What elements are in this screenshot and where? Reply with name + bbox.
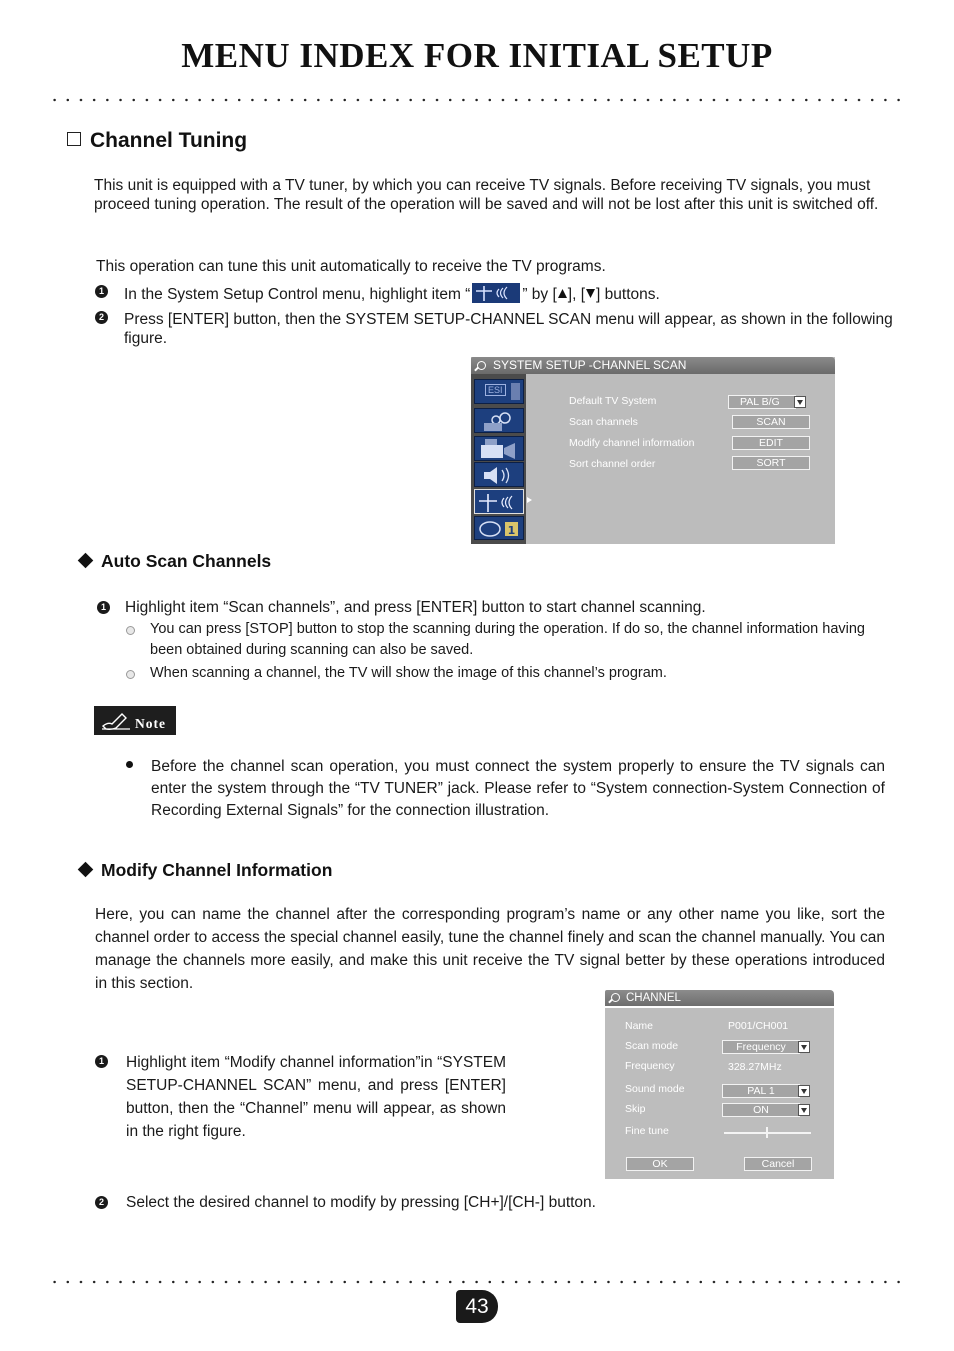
checkbox-square-icon <box>67 132 81 146</box>
note-label: Note <box>135 716 166 731</box>
channel-screen <box>605 990 834 1179</box>
name-value: P001/CH001 <box>728 1020 789 1032</box>
step-1-text: In the System Setup Control menu, highlight item “ ” by [ ], [ ] buttons. <box>124 283 824 305</box>
auto-scan-sub1: You can press [STOP] button to stop the scanning during the operation. If do so, the channel information having been obtained during scanning can also be saved. <box>150 621 865 658</box>
modify-intro: Here, you can name the channel after the corresponding program’s name or any other name you like, sort the channel order to access the special channel easily, tune the channel finely and scan the channel manually. You can manage the channels more easily, and make this unit receive the TV signal better by these operations introduced in this section. <box>95 906 885 992</box>
section-title: Channel Tuning <box>90 129 248 152</box>
channel-scan-titlebar: SYSTEM SETUP -CHANNEL SCAN <box>471 357 835 374</box>
badge-number: 1 <box>507 524 516 537</box>
row-label-sort-channel-order: Sort channel order <box>569 458 656 470</box>
note-badge <box>94 706 176 735</box>
name-label: Name <box>625 1020 654 1032</box>
scan-button[interactable]: SCAN <box>732 415 810 429</box>
chevron-down-icon[interactable] <box>798 1041 810 1053</box>
modify-heading: Modify Channel Information <box>76 860 332 881</box>
default-tv-system-select[interactable]: PAL B/G <box>728 395 796 409</box>
sound-mode-select[interactable]: PAL 1 <box>722 1084 800 1098</box>
section-heading <box>67 129 247 153</box>
chevron-down-icon[interactable] <box>798 1104 810 1116</box>
scan-mode-label: Scan mode <box>625 1040 679 1052</box>
auto-intro: This operation can tune this unit automatically to receive the TV programs. <box>96 258 606 275</box>
note-bullet-icon <box>126 761 133 768</box>
page-number: 43 <box>456 1290 498 1323</box>
sidebar-parental-icon[interactable] <box>474 516 524 540</box>
frequency-label: Frequency <box>625 1060 675 1072</box>
step-number-2-icon: 2 <box>95 311 108 324</box>
magnifier-icon <box>611 993 620 1002</box>
diamond-bullet-icon <box>78 553 94 569</box>
channel-scan-screen <box>471 357 835 544</box>
skip-label: Skip <box>625 1103 646 1115</box>
ok-button[interactable]: OK <box>626 1157 694 1171</box>
step-number-1-icon: 1 <box>95 285 108 298</box>
row-label-modify-channel-info: Modify channel information <box>569 437 695 449</box>
note-text: Before the channel scan operation, you must connect the system properly to ensure the TV signals can enter the system through the “TV TUNER” jack. Please refer to “System connection-System Connection of Recording External Signals” for the connection illustration. <box>151 758 885 819</box>
row-label-default-tv-system: Default TV System <box>569 395 657 407</box>
writing-hand-icon <box>100 710 132 731</box>
sub-bullet-2-icon <box>126 670 135 679</box>
top-dotted-divider <box>48 98 906 102</box>
modify-step-2-number-icon: 2 <box>95 1196 108 1209</box>
row-label-scan-channels: Scan channels <box>569 416 638 428</box>
cancel-button[interactable]: Cancel <box>744 1157 812 1171</box>
sidebar-audio-icon[interactable] <box>474 462 524 487</box>
step-2-text: Press [ENTER] button, then the SYSTEM SETUP-CHANNEL SCAN menu will appear, as shown in the following figure. <box>124 311 893 347</box>
sound-mode-label: Sound mode <box>625 1083 685 1095</box>
fine-tune-label: Fine tune <box>625 1125 669 1137</box>
sidebar-video-icon[interactable] <box>474 408 524 433</box>
sidebar-channel-icon[interactable] <box>474 489 524 514</box>
auto-scan-step-number-icon: 1 <box>97 601 110 614</box>
selection-arrow-icon <box>527 497 532 503</box>
down-arrow-icon <box>585 288 596 299</box>
chevron-down-icon[interactable] <box>798 1085 810 1097</box>
auto-scan-step-text: Highlight item “Scan channels”, and press [ENTER] button to start channel scanning. <box>125 599 706 616</box>
modify-step-2-text: Select the desired channel to modify by pressing [CH+]/[CH-] button. <box>126 1194 596 1211</box>
skip-select[interactable]: ON <box>722 1103 800 1117</box>
frequency-value: 328.27MHz <box>728 1061 782 1073</box>
auto-scan-heading: Auto Scan Channels <box>76 551 271 572</box>
modify-step-1-text: Highlight item “Modify channel information”in “SYSTEM SETUP-CHANNEL SCAN” menu, and press [ENTER] button, then the “Channel” menu will appear, as shown in the right figure. <box>126 1054 506 1140</box>
intro-paragraph: This unit is equipped with a TV tuner, by which you can receive TV signals. Before receiving TV signals, you must proceed tuning operation. The result of the operation will be saved and will not be lost after this unit is switched off. <box>94 177 879 213</box>
page-title: MENU INDEX FOR INITIAL SETUP <box>181 36 773 75</box>
sort-button[interactable]: SORT <box>732 456 810 470</box>
sub-bullet-1-icon <box>126 626 135 635</box>
scan-mode-select[interactable]: Frequency <box>722 1040 800 1054</box>
fine-tune-slider-handle[interactable] <box>766 1127 768 1138</box>
modify-step-1-number-icon: 1 <box>95 1055 108 1068</box>
channel-titlebar: CHANNEL <box>605 990 834 1006</box>
auto-scan-sub2: When scanning a channel, the TV will show the image of this channel’s program. <box>150 665 667 681</box>
diamond-bullet-icon <box>78 862 94 878</box>
antenna-channel-icon <box>472 283 520 303</box>
chevron-down-icon[interactable] <box>794 396 806 408</box>
edit-button[interactable]: EDIT <box>732 436 810 450</box>
sidebar-camera-icon[interactable] <box>474 436 524 461</box>
sidebar-language-icon[interactable]: ESI <box>474 379 524 404</box>
bottom-dotted-divider <box>48 1280 906 1284</box>
magnifier-icon <box>477 361 486 370</box>
up-arrow-icon <box>557 288 568 299</box>
